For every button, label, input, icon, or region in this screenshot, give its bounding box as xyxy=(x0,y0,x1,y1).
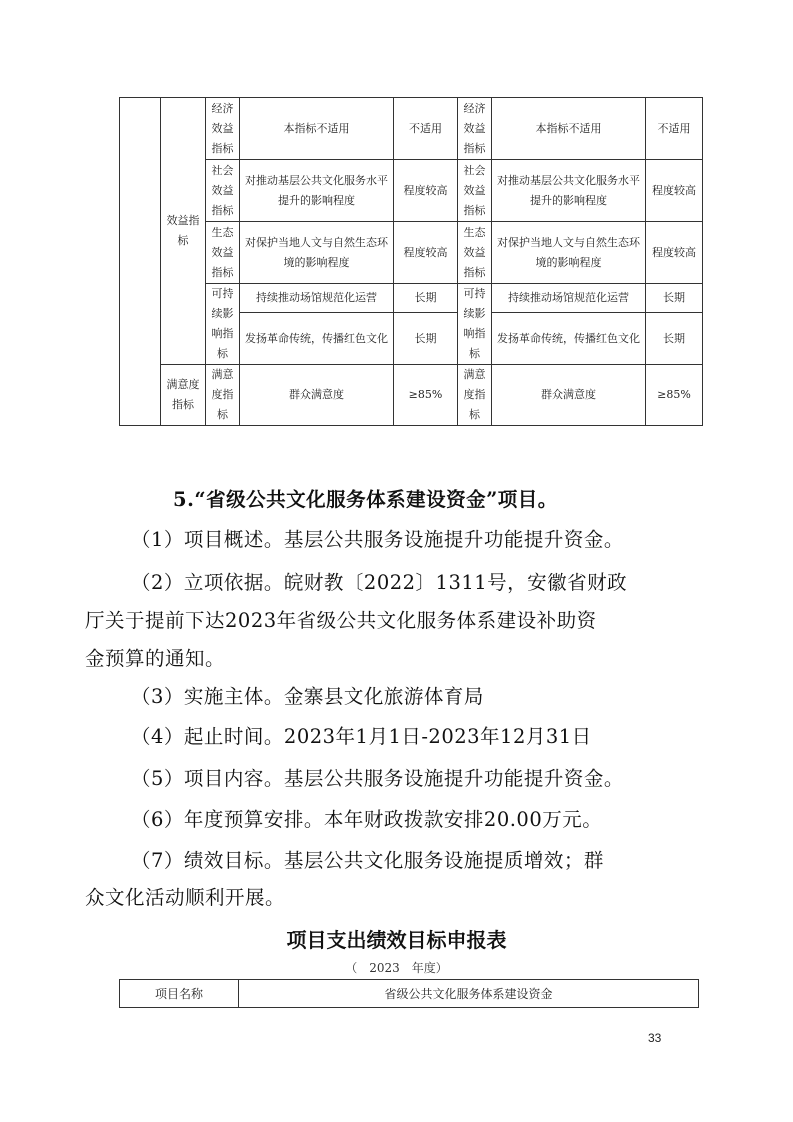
econ-label-right: 经济效益指标 xyxy=(458,98,492,160)
eco-value-right: 程度较高 xyxy=(646,222,703,284)
econ-value-right: 不适用 xyxy=(646,98,703,160)
form-title: 项目支出绩效目标申报表 xyxy=(286,928,507,952)
paragraph-implementer: （3）实施主体。金寨县文化旅游体育局 xyxy=(131,685,484,708)
paragraph-basis-line1: （2）立项依据。皖财教〔2022〕1311号，安徽省财政 xyxy=(131,571,628,594)
satisfaction-value-left: ≥85% xyxy=(394,365,458,426)
paragraph-basis-line3: 金预算的通知。 xyxy=(85,647,226,670)
eco-content-left: 对保护当地人文与自然生态环境的影响程度 xyxy=(240,222,394,284)
eco-label-left: 生态效益指标 xyxy=(206,222,240,284)
section-heading: 5.“省级公共文化服务体系建设资金”项目。 xyxy=(173,488,558,511)
satisfaction-content-left: 群众满意度 xyxy=(240,365,394,426)
social-label-left: 社会效益指标 xyxy=(206,160,240,222)
sustain-value-1-right: 长期 xyxy=(646,284,703,313)
social-value-left: 程度较高 xyxy=(394,160,458,222)
sustain-content-2-left: 发扬革命传统，传播红色文化 xyxy=(240,313,394,365)
sustain-value-2-left: 长期 xyxy=(394,313,458,365)
eco-value-left: 程度较高 xyxy=(394,222,458,284)
satisfaction-content-right: 群众满意度 xyxy=(492,365,646,426)
social-content-left: 对推动基层公共文化服务水平提升的影响程度 xyxy=(240,160,394,222)
project-form-table xyxy=(119,979,699,1008)
form-year: （ 2023 年度） xyxy=(345,961,448,975)
satisfaction-label-right: 满意度指标 xyxy=(458,365,492,426)
paragraph-budget: （6）年度预算安排。本年财政拨款安排20.00万元。 xyxy=(131,808,603,831)
econ-content-right: 本指标不适用 xyxy=(492,98,646,160)
satisfaction-value-right: ≥85% xyxy=(646,365,703,426)
econ-value-left: 不适用 xyxy=(394,98,458,160)
satisfaction-group-label: 满意度指标 xyxy=(161,365,206,426)
project-name-label: 项目名称 xyxy=(120,980,239,1008)
blank-category-cell xyxy=(120,98,161,426)
satisfaction-label-left: 满意度指标 xyxy=(206,365,240,426)
social-value-right: 程度较高 xyxy=(646,160,703,222)
project-name-value: 省级公共文化服务体系建设资金 xyxy=(239,980,699,1008)
eco-label-right: 生态效益指标 xyxy=(458,222,492,284)
paragraph-period: （4）起止时间。2023年1月1日-2023年12月31日 xyxy=(131,725,592,748)
paragraph-goal-line1: （7）绩效目标。基层公共文化服务设施提质增效；群 xyxy=(131,849,604,872)
paragraph-basis-line2: 厅关于提前下达2023年省级公共文化服务体系建设补助资 xyxy=(85,609,597,632)
eco-content-right: 对保护当地人文与自然生态环境的影响程度 xyxy=(492,222,646,284)
sustain-label-left: 可持续影响指标 xyxy=(206,284,240,365)
econ-label-left: 经济效益指标 xyxy=(206,98,240,160)
sustain-content-2-right: 发扬革命传统，传播红色文化 xyxy=(492,313,646,365)
sustain-value-1-left: 长期 xyxy=(394,284,458,313)
benefit-group-label: 效益指标 xyxy=(161,98,206,365)
performance-indicator-table xyxy=(119,97,703,426)
sustain-content-1-right: 持续推动场馆规范化运营 xyxy=(492,284,646,313)
econ-content-left: 本指标不适用 xyxy=(240,98,394,160)
sustain-content-1-left: 持续推动场馆规范化运营 xyxy=(240,284,394,313)
paragraph-overview: （1）项目概述。基层公共服务设施提升功能提升资金。 xyxy=(131,528,624,551)
paragraph-content: （5）项目内容。基层公共服务设施提升功能提升资金。 xyxy=(131,767,624,790)
social-content-right: 对推动基层公共文化服务水平提升的影响程度 xyxy=(492,160,646,222)
sustain-label-right: 可持续影响指标 xyxy=(458,284,492,365)
social-label-right: 社会效益指标 xyxy=(458,160,492,222)
paragraph-goal-line2: 众文化活动顺利开展。 xyxy=(85,886,286,909)
page-number: 33 xyxy=(648,1031,662,1045)
sustain-value-2-right: 长期 xyxy=(646,313,703,365)
